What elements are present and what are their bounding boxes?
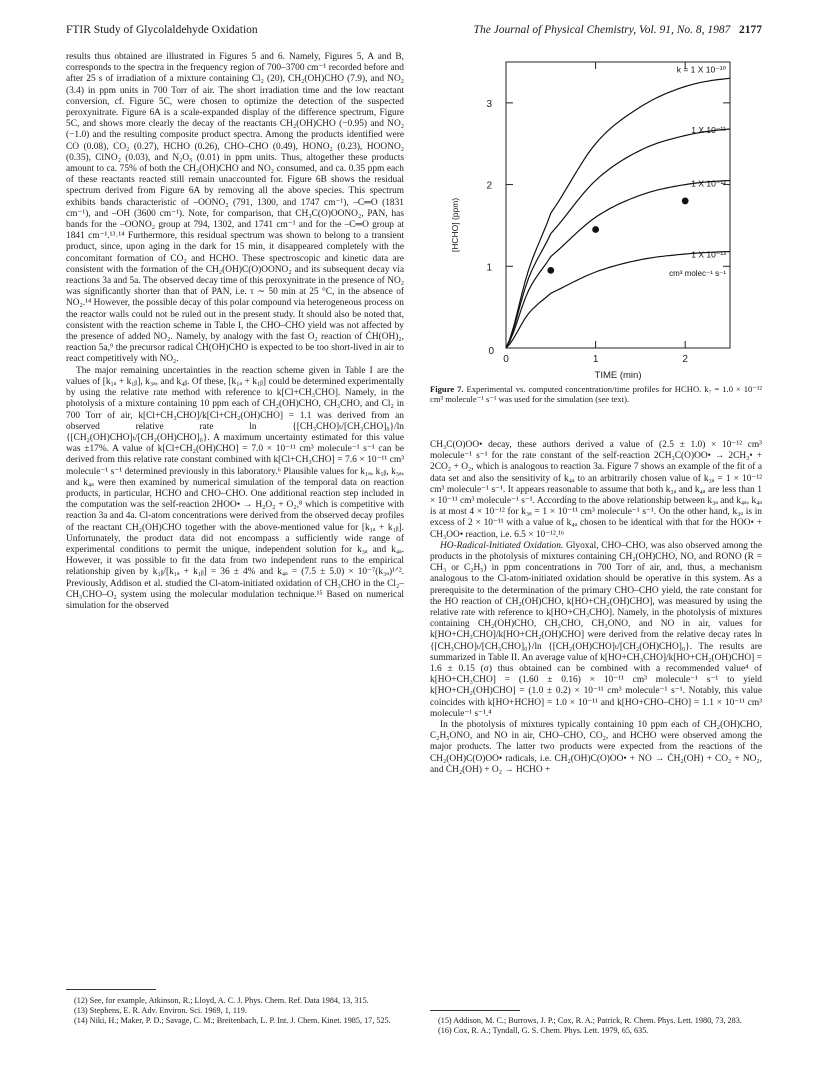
- left-column: [66, 52, 404, 612]
- left-paragraph-1: results thus obtained are illustrated in Figures 5 and 6. Namely, Figures 5, A and B, corresponds to the spectra in the frequency region of 700–3700 cm⁻¹ recorded before and after 25 s of irradiation of a mixture containing Cl₂ (20), CH₂(OH)CHO (7.9), and NO₂ (3.4) in ppm units in 700 Torr of air. The short irradiation time and the low reactant conversion, cf. Figure 5C, were chosen to optimize the detection of the suspected peroxynitrate. Figure 6A is a scale-expanded display of the difference spectrum, Figure 5C, and shows more clearly the decay of the reactants CH₂(OH)CHO (−0.95) and NO₂ (−1.0) and the resulting composite product spectra. Among the products identified were CO (0.08), CO₂ (0.27), HCHO (0.26), CHO–CHO (0.49), HONO₂ (0.23), HOONO₂ (0.35), ClNO₂ (0.03), and N₂O₅ (0.01) in ppm units. Thus, altogether these products amount to ca. 75% of both the CH₂(OH)CHO and NO₂ consumed, and ca. 0.35 ppm each of these reactants reacted still remain unaccounted for. Figure 6B shows the residual spectrum derived from Figure 6A by removing all the above species. This spectrum exhibits bands characteristic of –OONO₂ (791, 1300, and 1747 cm⁻¹), –C═O (1831 cm⁻¹), and –OH (3600 cm⁻¹). Note, for comparison, that CH₃C(O)OONO₂, PAN, has bands for the –OONO₂ group at 794, 1302, and 1741 cm⁻¹ and for the –C═O group at 1841 cm⁻¹.¹³˒¹⁴ Furthermore, this residual spectrum was shown to belong to a transient product, since, upon aging in the dark for 15 min, it disappeared completely with the concomitant formation of CO₂ and HCHO. These spectroscopic and kinetic data are consistent with the formation of the CH₂(OH)C(O)OONO₂ and its subsequent decay via reactions 3a and 5a. The observed decay time of this peroxynitrate in the presence of NO₂ was significantly shorter than that of PAN, i.e. τ ∼ 50 min at 25 °C, in the absence of NO₂.¹⁴ However, the possible decay of this polar compound via heterogeneous process on the reactor walls could not be ruled out in the present study. It should also be noted that, consistent with the reaction scheme in Table I, the CHO–CHO yield was not affected by the presence of added NO₂. Namely, by analogy with the fast O₂ reaction of ĊH(OH)₂, reaction 5a,⁹ the precursor radical ĊH(OH)CHO is expected to be too short-lived in air to react competitively with NO₂.: [66, 52, 404, 365]
- section-heading: HO-Radical-Initiated Oxidation.: [440, 540, 564, 551]
- right-paragraph-3: In the photolysis of mixtures typically containing 10 ppm each of CH₂(OH)CHO, C₂H₅ONO, and NO in air, CHO–CHO, CO₂, and HCHO were observed among the major products. The latter two products were expected from the reactions of the CH₂(OH)C(O)OO• radicals, i.e. CH₂(OH)C(O)OO• + NO → ĊH₂(OH) + CO₂ + NO₂, and ĊH₂(OH) + O₂ → HCHO +: [430, 720, 762, 775]
- page-number: 2177: [739, 24, 762, 36]
- series-label-1: k = 1 X 10⁻¹⁰: [676, 64, 726, 75]
- series-line-3: [506, 181, 730, 349]
- footnote-13: (13) Stephens, E. R. Adv. Environ. Sci. 1969, 1, 119.: [74, 1005, 247, 1015]
- y-tick-label: 1: [486, 262, 492, 274]
- series-label-4: 1 X 10⁻¹³: [691, 249, 726, 260]
- units-label: cm³ molec⁻¹ s⁻¹: [669, 269, 726, 279]
- figure-caption-text: Experimental vs. computed concentration/time profiles for HCHO. k₇ = 1.0 × 10⁻¹² cm³ molecule⁻¹ s⁻¹ was used for the simulation (see text).: [430, 384, 763, 405]
- x-tick-label: 2: [682, 354, 688, 365]
- x-tick-label: 0: [503, 354, 509, 365]
- journal-citation: [474, 24, 762, 36]
- series-line-2: [506, 129, 730, 348]
- figure-caption-label: Figure 7.: [430, 384, 464, 394]
- series-line-1: [506, 78, 730, 348]
- data-point: [547, 267, 554, 274]
- y-tick-label: 3: [486, 98, 492, 110]
- footnote-15: (15) Addison, M. C.; Burrows, J. P.; Cox, R. A.; Patrick, R. Chem. Phys. Lett. 1980, 73, 283.: [438, 1016, 742, 1025]
- footnote-rule-right: [430, 1010, 520, 1011]
- left-paragraph-2: The major remaining uncertainties in the reaction scheme given in Table I are the values of [k₁ₐ + k₁ᵦ], k₃ₐ, and k₄ᵦ. Of these, [k₁ₐ + k₁ᵦ] could be determined experimentally by using the relative rate method with reference to k[Cl+CH₃CHO]. Namely, in the photolysis of a mixture containing 10 ppm each of CH₂(OH)CHO, CH₃CHO, and Cl₂ in 700 Torr of air, k[Cl+CH₃CHO]/k[Cl+CH₂(OH)CHO] = 1.1 was derived from an observed relative rate ln {[CH₃CHO]ₜ/[CH₃CHO]₀}/ln {[CH₂(OH)CHO]ₜ/[CH₂(OH)CHO]₀}. A maximum uncertainty estimated for this value was ±17%. A value of k[Cl+CH₂(OH)CHO] = 7.0 × 10⁻¹¹ cm³ molecule⁻¹ s⁻¹ can be derived from this relative rate constant combined with k[Cl+CH₃CHO] = 7.6 × 10⁻¹¹ cm³ molecule⁻¹ s⁻¹ determined previously in this laboratory.⁶ Plausible values for k₁ₐ, k₁ᵦ, k₃ₐ, and k₄ₐ were then examined by numerical simulation of the temporal data on reaction products, in particular, HCHO and CHO–CHO. One additional reaction step included in the computation was the self-reaction 2HOO• → H₂O₂ + O₂,⁸ which is competitive with reaction 3a and 4a. Cl-atom concentrations were derived from the observed decay profiles of the reactant CH₂(OH)CHO together with the above-mentioned value for [k₁ₐ + k₁ᵦ]. Unfortunately, the product data did not encompass a sufficiently wide range of experimental conditions to permit the unique, independent solution for k₃ₐ and k₄ₐ. However, it was possible to fit the data from two independent runs to the empirical relationship given by k₁ᵦ/[k₁ₐ + k₁ᵦ] = 36 ± 4% and k₄ₐ = (7.5 ± 5.0) × 10⁻⁷(k₃ₐ)¹ᐟ². Previously, Addison et al. studied the Cl-atom-initiated oxidation of CH₃CHO in the Cl₂–CH₃CHO–O₂ system using the molecular modulation technique.¹⁵ Based on numerical simulation for the observed: [66, 365, 404, 611]
- x-tick-label: 1: [592, 354, 599, 365]
- footnote-rule-left: [66, 989, 156, 990]
- series-line-4: [506, 249, 730, 348]
- footnotes-left: [66, 996, 404, 1025]
- footnotes-right: [430, 1016, 762, 1036]
- journal-name: The Journal of Physical Chemistry, Vol. 91, No. 8, 1987: [473, 24, 731, 36]
- y-tick-label: 2: [486, 180, 492, 192]
- page-header: [66, 24, 762, 42]
- footnote-14: (14) Niki, H.; Maker, P. D.; Savage, C. M.; Breitenbach, L. P. Int. J. Chem. Kinet. 1985, 17, 525.: [74, 1015, 391, 1025]
- y-axis-title: [HCHO] (ppm): [450, 197, 460, 253]
- right-column: [430, 440, 762, 776]
- series-label-3: 1 X 10⁻¹²: [691, 178, 726, 189]
- figure-7-chart: [430, 50, 762, 380]
- data-point: [682, 198, 689, 205]
- x-axis-title: TIME (min): [594, 370, 642, 380]
- running-title: FTIR Study of Glycolaldehyde Oxidation: [66, 24, 258, 36]
- origin-label: 0: [488, 346, 494, 357]
- footnote-12: (12) See, for example, Atkinson, R.; Lloyd, A. C. J. Phys. Chem. Ref. Data 1984, 13, 315.: [74, 996, 369, 1005]
- plot-area: [450, 62, 730, 380]
- data-point: [592, 226, 599, 233]
- section-text: Glyoxal, CHO–CHO, was also observed among the products in the photolysis of mixtures containing CH₂(OH)CHO, NO, and RONO (R = CH₃ or C₂H₅) in ppm concentrations in 700 Torr of air, and, thus, a mechanism analogous to the Cl-atom-initiated oxidation should be operative in this system. As a prerequisite to the determination of the primary CHO–CHO yield, the rate constant for the HO reaction of CH₂(OH)CHO, k[HO+CH₂(OH)CHO], was measured by using the relative rate with reference to k[HO+CH₃CHO]. Namely, in the photolysis of mixtures containing CH₂(OH)CHO, CH₃CHO, CH₃ONO, and NO in air, values for k[HO+CH₃CHO]/k[HO+CH₂(OH)CHO] were derived from the relative decay rates ln {[CH₃CHO]ₜ/[CH₃CHO]₀}/ln {[CH₂(OH)CHO]ₜ/[CH₂(OH)CHO]₀}. The results are summarized in Table II. An average value of k[HO+CH₃CHO]/k[HO+CH₂(OH)CHO] = 1.6 ± 0.15 (σ) thus obtained can be combined with a recommended value⁴ of k[HO+CH₃CHO] = (1.60 ± 0.16) × 10⁻¹¹ cm³ molecule⁻¹ s⁻¹ to yield k[HO+CH₂(OH)CHO] = (1.0 ± 0.2) × 10⁻¹¹ cm³ molecule⁻¹ s⁻¹. Notably, this value coincides with k[HO+HCHO] = 1.0 × 10⁻¹¹ and k[HO+CHO–CHO] = 1.1 × 10⁻¹¹ cm³ molecule⁻¹ s⁻¹.⁴: [430, 540, 762, 719]
- right-paragraph-2: [430, 541, 762, 720]
- series-label-2: 1 X 10⁻¹¹: [691, 125, 726, 136]
- footnote-16: (16) Cox, R. A.; Tyndall, G. S. Chem. Phys. Lett. 1979, 65, 635.: [438, 1025, 649, 1035]
- figure-7-caption: [430, 384, 762, 404]
- right-paragraph-1: CH₃C(O)OO• decay, these authors derived a value of (2.5 ± 1.0) × 10⁻¹² cm³ molecule⁻¹ s⁻¹ for the rate constant of the self-reaction 2CH₃C(O)OO• → 2CH₃• + 2CO₂ + O₂, which is analogous to reaction 3a. Figure 7 shows an example of the fit of a data set and also the sensitivity of k₄ₐ to an arbitrarily chosen value of k₃ₐ = 1 × 10⁻¹² cm³ molecule⁻¹ s⁻¹. It appears reasonable to assume that both k₃ₐ and k₄ₐ are less than 1 × 10⁻¹¹ cm³ molecule⁻¹ s⁻¹. According to the above relationship between k₃ₐ and k₄ₐ, k₄ₐ is at most 4 × 10⁻¹² for k₃ₐ = 1 × 10⁻¹¹ cm³ molecule⁻¹ s⁻¹. On the other hand, k₃ₐ is in excess of 2 × 10⁻¹¹ with a value of k₄ₐ chosen to be identical with that for the HOO• + CH₃OO• reaction, i.e. 6.5 × 10⁻¹².¹⁶: [430, 440, 762, 540]
